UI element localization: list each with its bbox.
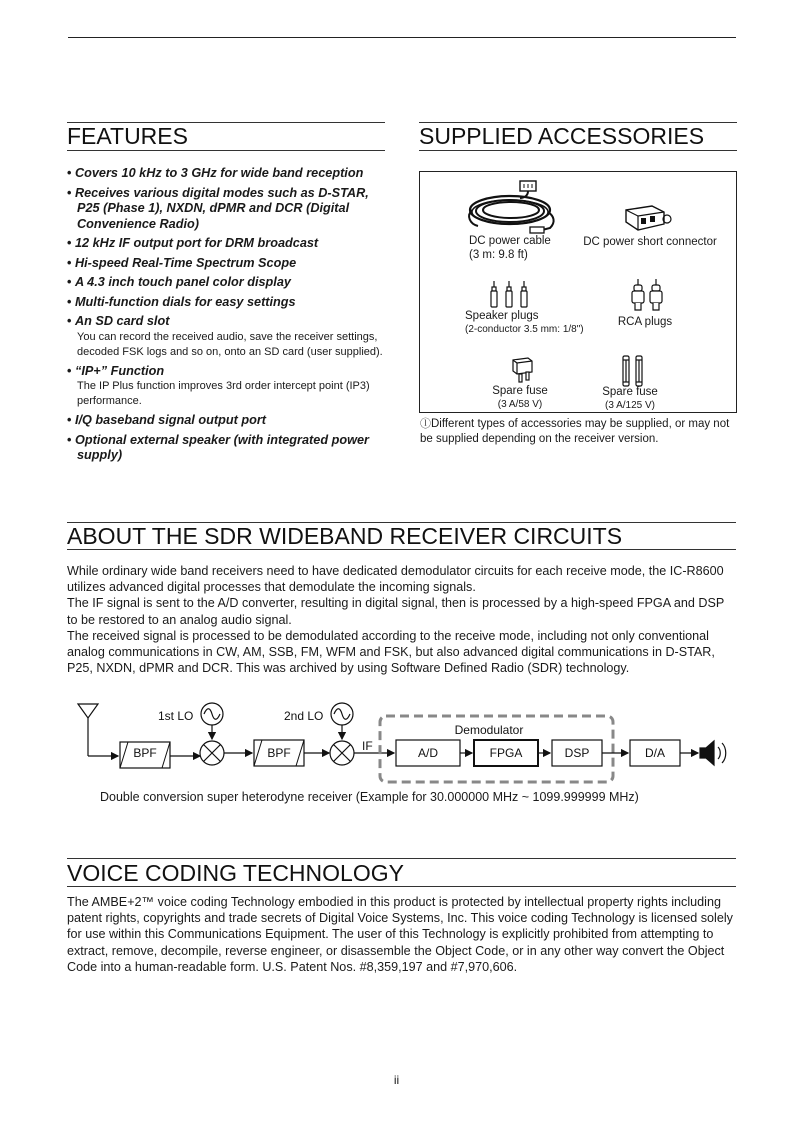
features-heading: FEATURES [67, 123, 188, 149]
speaker-icon [700, 741, 714, 765]
about-heading: ABOUT THE SDR WIDEBAND RECEIVER CIRCUITS [67, 523, 623, 549]
bullet: • [67, 294, 75, 309]
feature-item [67, 433, 389, 464]
fpga-label: FPGA [489, 746, 523, 760]
bullet: • [67, 166, 75, 180]
features-heading-underline [67, 150, 385, 151]
voice-paragraph: The AMBE+2™ voice coding Technology embodied in this product is protected by intellectual property rights including patent rights, copyrights and trade secrets of Digital Voice Systems, Inc. This voice coding Technology is licensed solely for use within this Communications Equipment. The user of this Technology is explicitly prohibited from attempting to extract, remove, decompile, reverse engineer, or disassemble the Object Code, or in any other way convert the Object Code into a human-readable form. U.S. Patent Nos. #8,359,197 and #7,970,606. [67, 895, 733, 974]
accessories-note-text: Different types of accessories may be supplied, or may not be supplied depending on the receiver version. [420, 418, 730, 445]
bpf1-label: BPF [133, 746, 157, 760]
bullet: • [67, 185, 75, 200]
dc-power-cable-icon [464, 178, 560, 236]
rca-plugs-item [600, 315, 690, 329]
feature-title: I/Q baseband signal output port [74, 413, 266, 427]
antenna-icon [78, 704, 98, 718]
feature-title: “IP+” Function [74, 363, 165, 378]
demodulator-label: Demodulator [454, 723, 524, 737]
bpf2-label: BPF [267, 746, 291, 760]
rca-plugs-icon [630, 278, 664, 312]
feature-title: 12 kHz IF output port for DRM broadcast [74, 236, 319, 250]
bullet: • [67, 432, 75, 447]
speaker-plugs-label: Speaker plugs [465, 310, 539, 322]
bullet: • [67, 255, 75, 270]
bullet: • [67, 413, 75, 427]
dc-short-connector-item [570, 235, 730, 249]
feature-title: Receives various digital modes such as D-STAR, P25 (Phase 1), NXDN, dPMR and DCR (Digital Convenience Radio) [74, 185, 369, 231]
bullet: • [67, 314, 75, 328]
accessories-box [419, 171, 737, 413]
accessories-heading-underline [419, 150, 737, 151]
spare-fuse-a-sub: (3 A/58 V) [497, 399, 543, 410]
about-paragraph [67, 563, 735, 676]
feature-title: A 4.3 inch touch panel color display [74, 275, 291, 289]
voice-heading-underline [67, 886, 736, 887]
bullet: • [67, 236, 75, 250]
spare-fuse-a-item [468, 384, 572, 411]
if-label: IF [362, 739, 373, 753]
receiver-block-diagram [60, 696, 750, 792]
page-number: ii [393, 1073, 400, 1087]
feature-title: An SD card slot [74, 314, 170, 328]
bullet: • [67, 275, 75, 289]
features-list [67, 166, 389, 468]
speaker-plugs-icon [489, 279, 531, 309]
rca-plugs-label: RCA plugs [617, 316, 673, 328]
feature-item [67, 166, 389, 182]
feature-detail: The IP Plus function improves 3rd order intercept point (IP3) performance. [77, 380, 370, 407]
feature-item [67, 275, 389, 291]
dc-power-cable-label: DC power cable [469, 235, 551, 247]
about-paragraph-line: The IF signal is sent to the A/D converter, resulting in digital signal, then is processed by a high-speed FPGA and DSP to be restored to an analog audio signal. [67, 596, 725, 627]
feature-item [67, 295, 389, 311]
spare-fuse-b-sub: (3 A/125 V) [604, 400, 656, 411]
page-top-rule [68, 37, 736, 38]
feature-item [67, 236, 389, 252]
bullet: • [67, 363, 75, 378]
feature-item [67, 364, 389, 410]
blade-fuse-icon [510, 356, 536, 384]
glass-fuse-icon [621, 355, 645, 387]
dc-short-connector-icon [622, 202, 674, 234]
feature-item [67, 413, 389, 429]
about-heading-underline [67, 549, 736, 550]
ad-label: A/D [417, 746, 439, 760]
da-label: D/A [644, 746, 666, 760]
feature-title: Optional external speaker (with integrated power supply) [74, 432, 369, 462]
feature-item [67, 186, 389, 233]
dc-power-cable-item [456, 234, 570, 262]
feature-item [67, 314, 389, 360]
dc-power-cable-sub: (3 m: 9.8 ft) [469, 249, 528, 261]
note-symbol: ⓛ [420, 418, 431, 430]
speaker-plugs-item [442, 309, 592, 336]
spare-fuse-a-label: Spare fuse [492, 385, 548, 397]
feature-title: Hi-speed Real-Time Spectrum Scope [74, 255, 297, 270]
feature-title: Multi-function dials for easy settings [74, 294, 296, 309]
feature-detail: You can record the received audio, save the receiver settings, decoded FSK logs and so on, onto an SD card (user supplied). [77, 330, 383, 358]
spare-fuse-b-label: Spare fuse [602, 386, 658, 398]
accessories-note [420, 417, 740, 447]
dsp-label: DSP [564, 746, 590, 760]
feature-item [67, 256, 389, 272]
voice-heading: VOICE CODING TECHNOLOGY [67, 860, 404, 886]
feature-title: Covers 10 kHz to 3 GHz for wide band reception [74, 166, 364, 180]
about-paragraph-line: While ordinary wide band receivers need to have dedicated demodulator circuits for each receive mode, the IC-R8600 utilizes advanced digital processes that demodulate the incoming signals. [67, 564, 724, 595]
speaker-plugs-sub: (2-conductor 3.5 mm: 1/8") [465, 324, 584, 335]
about-paragraph-line: The received signal is processed to be demodulated according to the receive mode, including not only conventional analog communications in CW, AM, SSB, FM, WFM and FSK, but also advanced digital communications in D-STAR, P25, NXDN, dPMR and DCR. This was archived by using Software Defined Radio (SDR) technology. [67, 628, 715, 676]
dc-short-connector-label: DC power short connector [583, 236, 717, 248]
accessories-heading: SUPPLIED ACCESSORIES [419, 123, 705, 149]
lo2-label: 2nd LO [284, 709, 324, 723]
voice-top-rule [67, 858, 736, 859]
diagram-caption: Double conversion super heterodyne receiver (Example for 30.000000 MHz ~ 1099.999999 MHz) [100, 790, 639, 804]
lo1-label: 1st LO [158, 709, 194, 723]
spare-fuse-b-item [580, 385, 680, 412]
